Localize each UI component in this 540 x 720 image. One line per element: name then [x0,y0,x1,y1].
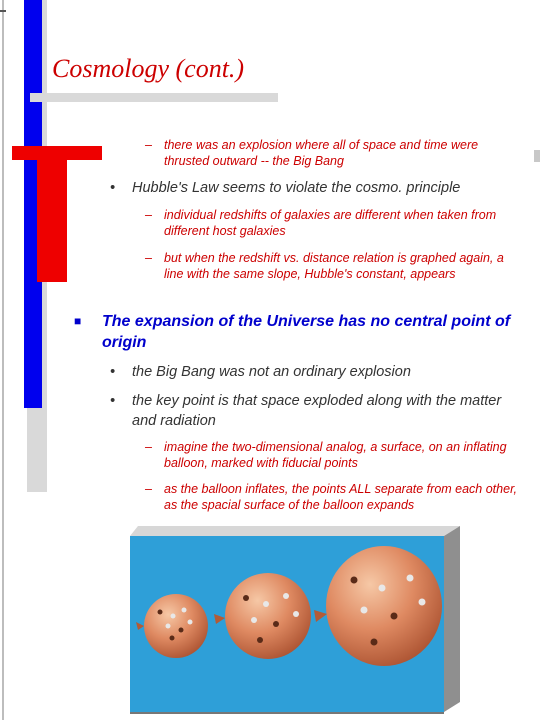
gray-right-tick [534,150,540,162]
bullet-marker: • [110,364,116,380]
bullet-text: Hubble's Law seems to violate the cosmo. principle [132,180,461,196]
red-horizontal-bar [12,146,102,160]
slide-title: Cosmology (cont.) [52,54,245,83]
bullet-text: the Big Bang was not an ordinary explosion [132,364,411,380]
bullet-marker: • [110,180,116,196]
square-bullet-marker: ■ [74,314,82,328]
sub-bullet-text: there was an explosion where all of space and time were thrusted outward -- the Big Bang [164,138,479,168]
red-vertical-bar [37,160,67,282]
panel-right-edge [444,526,460,712]
main-bullet-text: The expansion of the Universe has no central point of origin [102,313,511,351]
sub-bullet-text: but when the redshift vs. distance relation is graphed again, a line with the same slope, Hubble's constant, appears [164,251,504,281]
dash-marker: – [145,251,152,265]
sub-bullet-text: as the balloon inflates, the points ALL separate from each other, as the spacial surface of the balloon expands [164,482,518,512]
gray-tick-top [0,10,6,12]
gray-horizontal-bar [30,93,278,102]
bullet-text: the key point is that space exploded along with the matter and radiation [132,393,502,429]
balloon-illustration [126,526,460,716]
panel-top-edge [130,526,460,536]
dash-marker: – [145,208,152,222]
bullet-marker: • [110,393,116,409]
dash-marker: – [145,440,152,454]
gray-vertical-bar-left [2,0,4,720]
sub-bullet-text: imagine the two-dimensional analog, a surface, on an inflating balloon, marked with fiducial points [164,440,507,470]
dash-marker: – [145,482,152,496]
sub-bullet-text: individual redshifts of galaxies are different when taken from different host galaxies [164,208,497,238]
dash-marker: – [145,138,152,152]
